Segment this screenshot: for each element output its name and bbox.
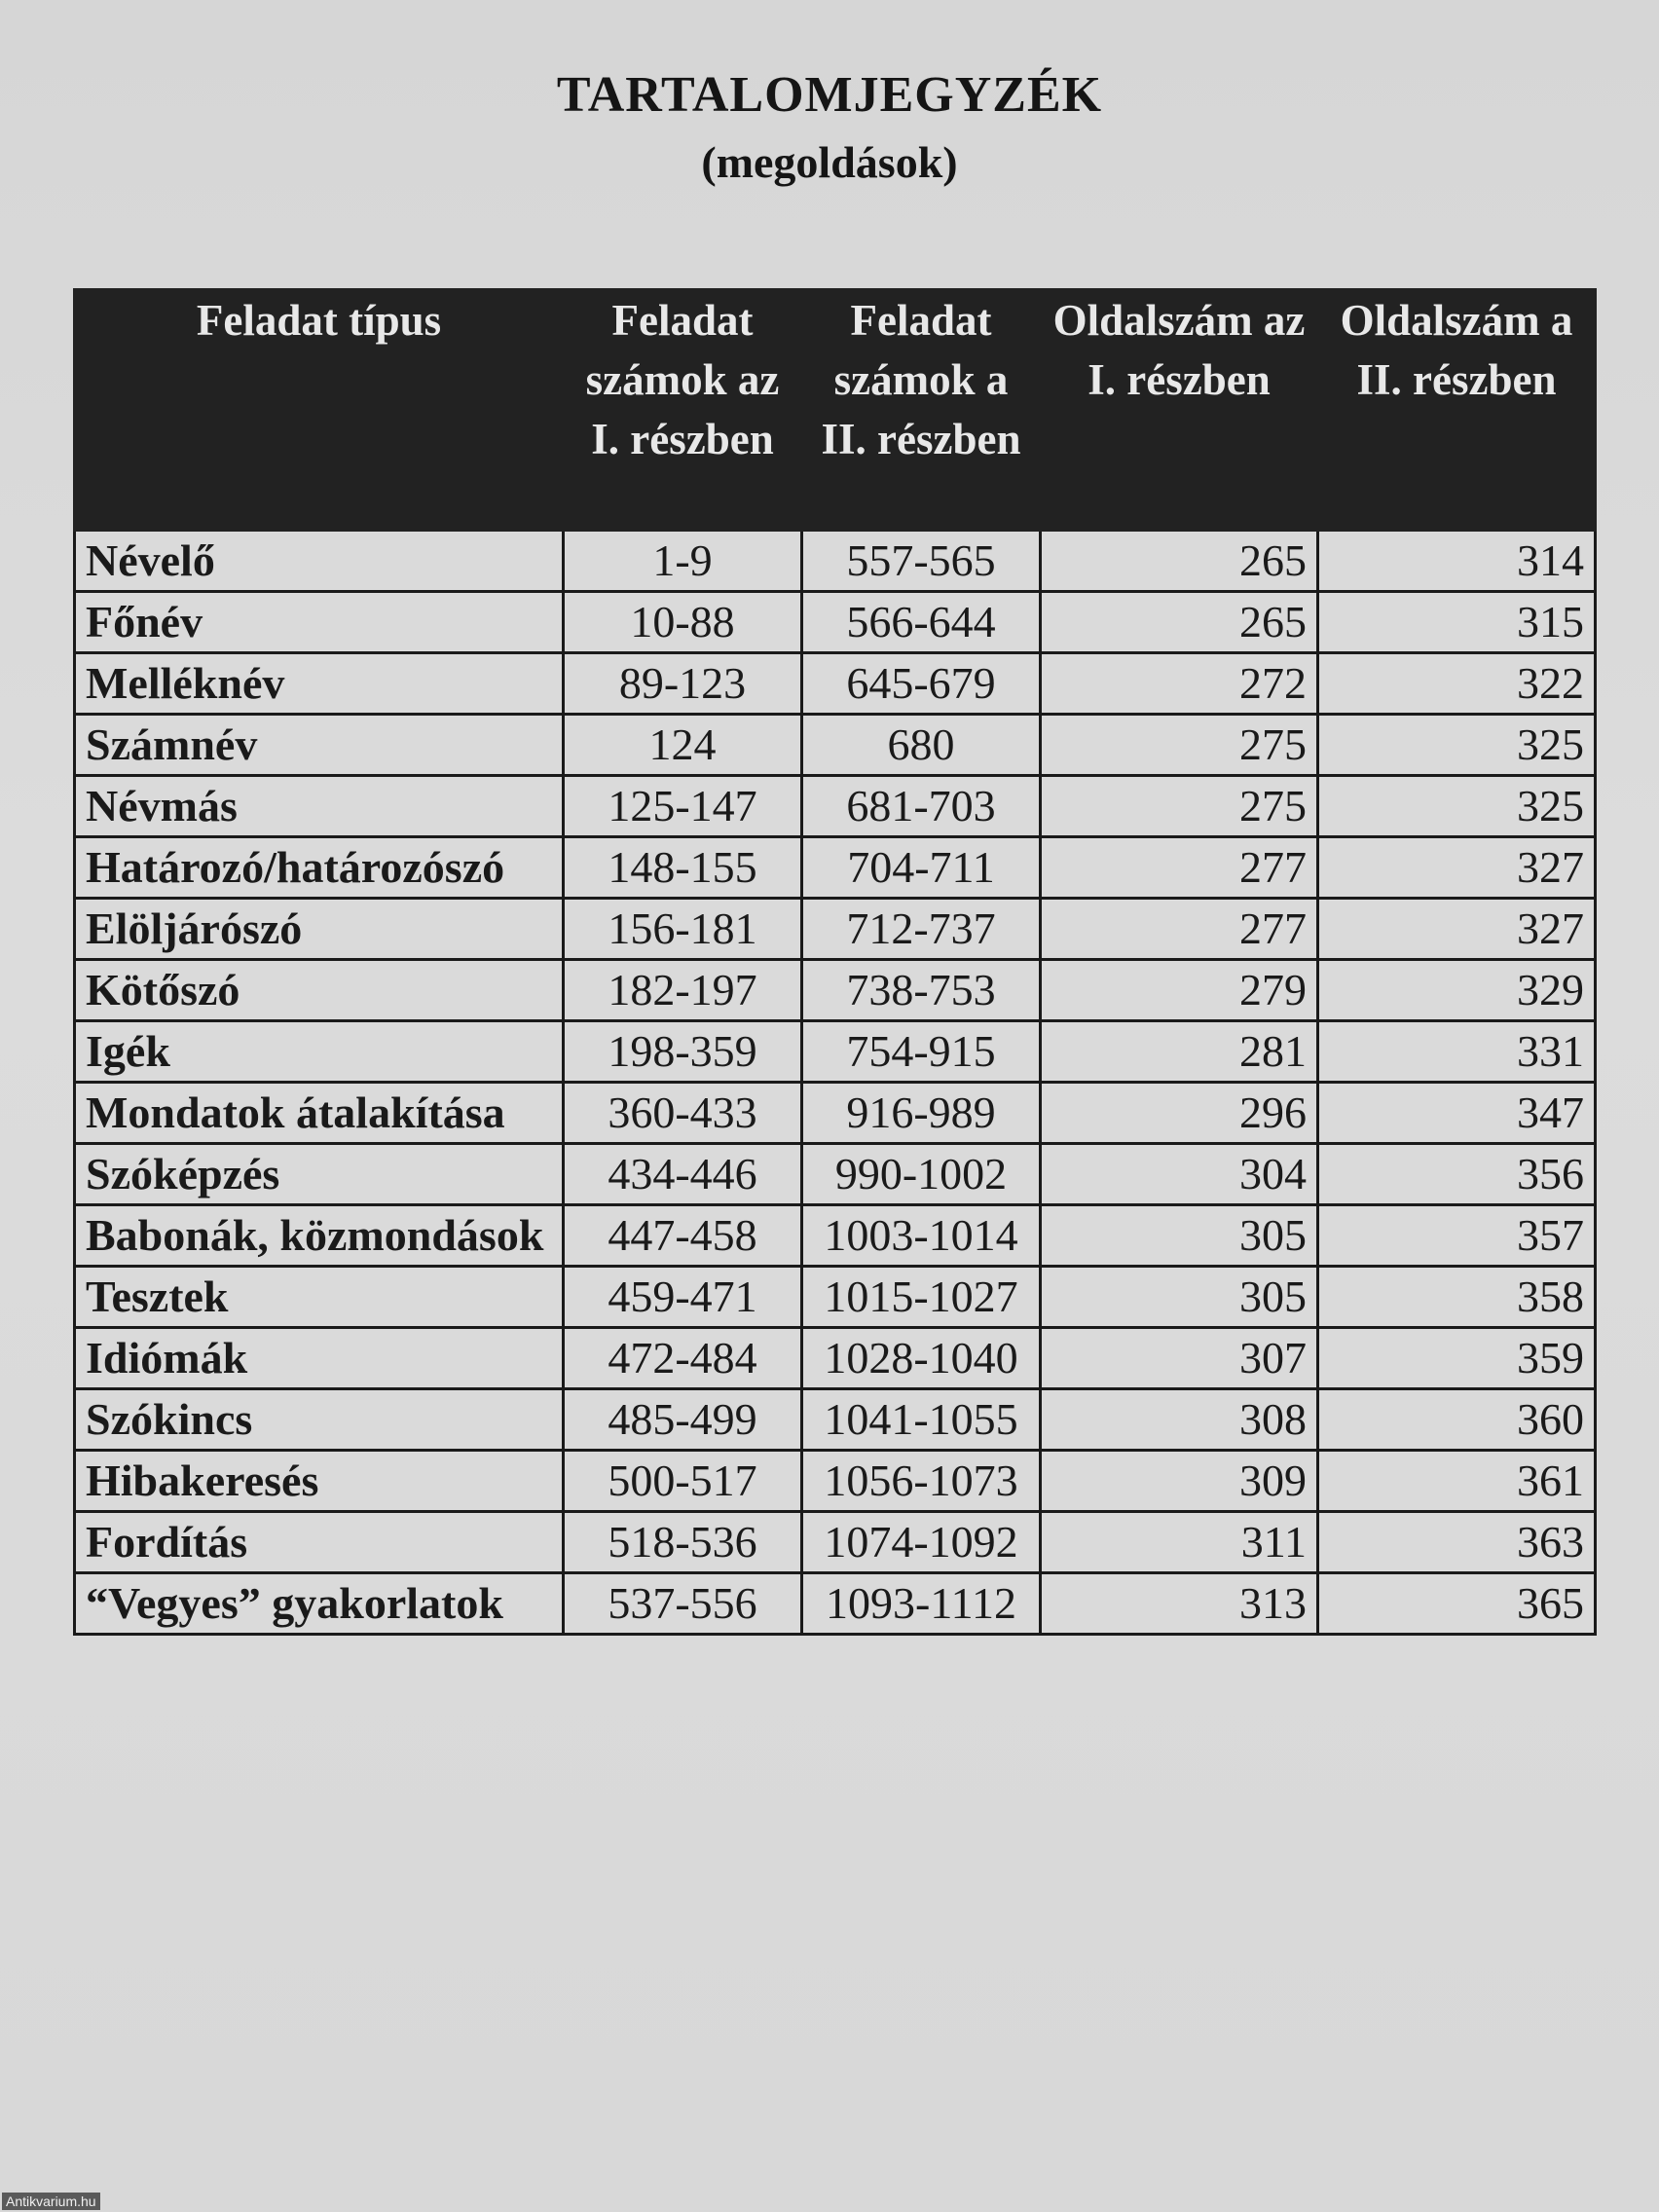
page-number-part-2-cell: 363 xyxy=(1318,1512,1596,1573)
table-row xyxy=(75,1389,1596,1451)
table-row xyxy=(75,653,1596,715)
page-number-part-1-cell: 311 xyxy=(1041,1512,1318,1573)
page-number-part-1-cell: 309 xyxy=(1041,1451,1318,1512)
table-row xyxy=(75,1144,1596,1205)
task-numbers-part-1-cell: 125-147 xyxy=(564,776,802,837)
header-task-numbers-part-2: Feladat számok a II. részben xyxy=(802,290,1041,531)
page-number-part-2-cell: 315 xyxy=(1318,592,1596,653)
task-numbers-part-1-cell: 198-359 xyxy=(564,1021,802,1083)
task-numbers-part-1-cell: 182-197 xyxy=(564,960,802,1021)
task-numbers-part-2-cell: 1074-1092 xyxy=(802,1512,1041,1573)
page-number-part-2-cell: 331 xyxy=(1318,1021,1596,1083)
task-type-cell: Igék xyxy=(75,1021,564,1083)
table-row xyxy=(75,1573,1596,1635)
task-numbers-part-1-cell: 537-556 xyxy=(564,1573,802,1635)
task-numbers-part-2-cell: 681-703 xyxy=(802,776,1041,837)
task-numbers-part-2-cell: 566-644 xyxy=(802,592,1041,653)
table-row xyxy=(75,1205,1596,1267)
page-number-part-2-cell: 357 xyxy=(1318,1205,1596,1267)
table-row xyxy=(75,1083,1596,1144)
task-type-cell: Szókincs xyxy=(75,1389,564,1451)
header-task-type: Feladat típus xyxy=(75,290,564,531)
page-number-part-1-cell: 265 xyxy=(1041,592,1318,653)
task-type-cell: Szóképzés xyxy=(75,1144,564,1205)
page-number-part-1-cell: 296 xyxy=(1041,1083,1318,1144)
table-row xyxy=(75,1451,1596,1512)
task-type-cell: Kötőszó xyxy=(75,960,564,1021)
page-number-part-1-cell: 272 xyxy=(1041,653,1318,715)
task-type-cell: Névmás xyxy=(75,776,564,837)
page-number-part-2-cell: 360 xyxy=(1318,1389,1596,1451)
task-type-cell: “Vegyes” gyakorlatok xyxy=(75,1573,564,1635)
task-numbers-part-2-cell: 738-753 xyxy=(802,960,1041,1021)
task-numbers-part-2-cell: 557-565 xyxy=(802,531,1041,592)
task-numbers-part-1-cell: 1-9 xyxy=(564,531,802,592)
task-numbers-part-1-cell: 124 xyxy=(564,715,802,776)
task-numbers-part-1-cell: 434-446 xyxy=(564,1144,802,1205)
page-number-part-2-cell: 327 xyxy=(1318,899,1596,960)
table-row xyxy=(75,531,1596,592)
table-row xyxy=(75,776,1596,837)
page-number-part-1-cell: 279 xyxy=(1041,960,1318,1021)
task-numbers-part-2-cell: 645-679 xyxy=(802,653,1041,715)
page-number-part-2-cell: 356 xyxy=(1318,1144,1596,1205)
task-numbers-part-2-cell: 990-1002 xyxy=(802,1144,1041,1205)
page-number-part-1-cell: 305 xyxy=(1041,1267,1318,1328)
table-row xyxy=(75,1328,1596,1389)
page-number-part-2-cell: 358 xyxy=(1318,1267,1596,1328)
task-numbers-part-1-cell: 10-88 xyxy=(564,592,802,653)
task-type-cell: Hibakeresés xyxy=(75,1451,564,1512)
page-number-part-2-cell: 365 xyxy=(1318,1573,1596,1635)
page-number-part-2-cell: 347 xyxy=(1318,1083,1596,1144)
task-numbers-part-2-cell: 1093-1112 xyxy=(802,1573,1041,1635)
page-number-part-1-cell: 277 xyxy=(1041,837,1318,899)
task-type-cell: Tesztek xyxy=(75,1267,564,1328)
task-numbers-part-2-cell: 704-711 xyxy=(802,837,1041,899)
page-number-part-2-cell: 314 xyxy=(1318,531,1596,592)
page-subtitle: (megoldások) xyxy=(701,137,958,187)
task-numbers-part-2-cell: 1041-1055 xyxy=(802,1389,1041,1451)
task-type-cell: Idiómák xyxy=(75,1328,564,1389)
task-numbers-part-2-cell: 1015-1027 xyxy=(802,1267,1041,1328)
task-numbers-part-2-cell: 1003-1014 xyxy=(802,1205,1041,1267)
page-number-part-1-cell: 281 xyxy=(1041,1021,1318,1083)
page-number-part-1-cell: 308 xyxy=(1041,1389,1318,1451)
table-body xyxy=(75,531,1596,1635)
page-number-part-2-cell: 329 xyxy=(1318,960,1596,1021)
table-row xyxy=(75,837,1596,899)
task-type-cell: Fordítás xyxy=(75,1512,564,1573)
task-numbers-part-1-cell: 518-536 xyxy=(564,1512,802,1573)
page-number-part-2-cell: 361 xyxy=(1318,1451,1596,1512)
task-numbers-part-1-cell: 472-484 xyxy=(564,1328,802,1389)
page-number-part-2-cell: 322 xyxy=(1318,653,1596,715)
page-number-part-1-cell: 304 xyxy=(1041,1144,1318,1205)
page-number-part-1-cell: 265 xyxy=(1041,531,1318,592)
table-row xyxy=(75,1512,1596,1573)
table-row xyxy=(75,1021,1596,1083)
task-type-cell: Főnév xyxy=(75,592,564,653)
task-type-cell: Névelő xyxy=(75,531,564,592)
page-number-part-2-cell: 325 xyxy=(1318,776,1596,837)
header-page-number-part-1: Oldalszám az I. részben xyxy=(1041,290,1318,531)
task-type-cell: Számnév xyxy=(75,715,564,776)
table-row xyxy=(75,899,1596,960)
header-task-numbers-part-1: Feladat számok az I. részben xyxy=(564,290,802,531)
task-numbers-part-2-cell: 1056-1073 xyxy=(802,1451,1041,1512)
task-numbers-part-2-cell: 712-737 xyxy=(802,899,1041,960)
task-numbers-part-1-cell: 459-471 xyxy=(564,1267,802,1328)
task-type-cell: Mondatok átalakítása xyxy=(75,1083,564,1144)
table-row xyxy=(75,592,1596,653)
page-number-part-1-cell: 277 xyxy=(1041,899,1318,960)
watermark-label: Antikvarium.hu xyxy=(2,2193,100,2210)
task-type-cell: Babonák, közmondások xyxy=(75,1205,564,1267)
contents-table xyxy=(73,288,1597,1636)
table-row xyxy=(75,1267,1596,1328)
task-numbers-part-1-cell: 360-433 xyxy=(564,1083,802,1144)
task-type-cell: Elöljárószó xyxy=(75,899,564,960)
task-numbers-part-1-cell: 500-517 xyxy=(564,1451,802,1512)
page-title: TARTALOMJEGYZÉK xyxy=(556,67,1103,123)
page-number-part-2-cell: 327 xyxy=(1318,837,1596,899)
table-row xyxy=(75,960,1596,1021)
page-number-part-1-cell: 307 xyxy=(1041,1328,1318,1389)
header-page-number-part-2: Oldalszám a II. részben xyxy=(1318,290,1596,531)
task-numbers-part-1-cell: 148-155 xyxy=(564,837,802,899)
task-numbers-part-2-cell: 1028-1040 xyxy=(802,1328,1041,1389)
page-number-part-2-cell: 325 xyxy=(1318,715,1596,776)
page-number-part-1-cell: 275 xyxy=(1041,715,1318,776)
table-header-row xyxy=(75,290,1596,531)
task-type-cell: Melléknév xyxy=(75,653,564,715)
task-numbers-part-2-cell: 916-989 xyxy=(802,1083,1041,1144)
page-number-part-1-cell: 305 xyxy=(1041,1205,1318,1267)
task-numbers-part-1-cell: 485-499 xyxy=(564,1389,802,1451)
page-number-part-1-cell: 313 xyxy=(1041,1573,1318,1635)
task-numbers-part-1-cell: 447-458 xyxy=(564,1205,802,1267)
task-numbers-part-2-cell: 754-915 xyxy=(802,1021,1041,1083)
task-numbers-part-1-cell: 89-123 xyxy=(564,653,802,715)
page-number-part-1-cell: 275 xyxy=(1041,776,1318,837)
task-numbers-part-1-cell: 156-181 xyxy=(564,899,802,960)
page-number-part-2-cell: 359 xyxy=(1318,1328,1596,1389)
task-type-cell: Határozó/határozószó xyxy=(75,837,564,899)
table-row xyxy=(75,715,1596,776)
task-numbers-part-2-cell: 680 xyxy=(802,715,1041,776)
